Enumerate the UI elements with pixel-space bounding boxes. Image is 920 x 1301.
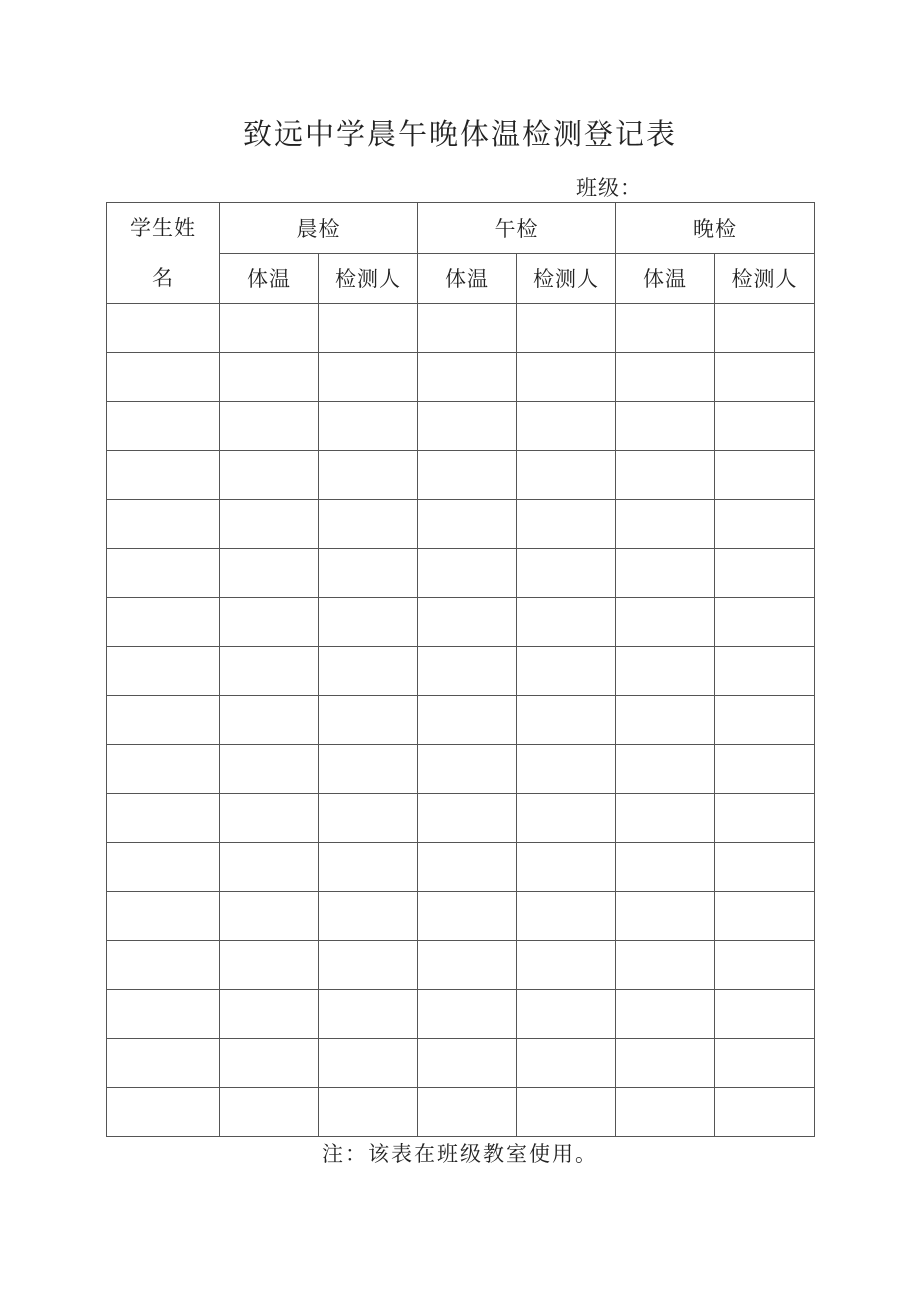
- noon-checker-cell[interactable]: [517, 843, 616, 892]
- table-row: [107, 990, 815, 1039]
- student-name-cell[interactable]: [107, 941, 220, 990]
- table-row: [107, 941, 815, 990]
- noon-temp-cell[interactable]: [418, 353, 517, 402]
- noon-temp-cell[interactable]: [418, 304, 517, 353]
- evening-checker-cell[interactable]: [715, 353, 815, 402]
- evening-checker-cell[interactable]: [715, 794, 815, 843]
- morning-temp-cell[interactable]: [220, 794, 319, 843]
- noon-checker-cell[interactable]: [517, 500, 616, 549]
- evening-temp-cell[interactable]: [616, 941, 715, 990]
- header-row-groups: [107, 203, 815, 254]
- student-name-cell[interactable]: [107, 794, 220, 843]
- morning-temp-cell[interactable]: [220, 647, 319, 696]
- student-name-cell[interactable]: [107, 304, 220, 353]
- morning-temp-cell[interactable]: [220, 500, 319, 549]
- evening-temp-cell[interactable]: [616, 451, 715, 500]
- noon-checker-cell[interactable]: [517, 1088, 616, 1137]
- class-label: 班级：: [576, 176, 642, 200]
- morning-checker-cell[interactable]: [319, 402, 418, 451]
- evening-checker-cell[interactable]: [715, 941, 815, 990]
- document-title: 致远中学晨午晚体温检测登记表: [242, 117, 677, 151]
- student-name-cell[interactable]: [107, 1088, 220, 1137]
- noon-checker-cell[interactable]: [517, 304, 616, 353]
- evening-checker-cell[interactable]: [715, 549, 815, 598]
- student-name-cell[interactable]: [107, 647, 220, 696]
- morning-checker-cell[interactable]: [319, 549, 418, 598]
- table-row: [107, 353, 815, 402]
- evening-temp-cell[interactable]: [616, 696, 715, 745]
- morning-checker-header: 检测人: [319, 253, 418, 304]
- student-name-header: [107, 203, 220, 304]
- noon-checker-cell[interactable]: [517, 402, 616, 451]
- evening-temp-cell[interactable]: [616, 647, 715, 696]
- morning-temp-cell[interactable]: [220, 598, 319, 647]
- morning-temp-cell[interactable]: [220, 1039, 319, 1088]
- usage-note: 注：该表在班级教室使用。: [322, 1142, 598, 1166]
- evening-checker-cell[interactable]: [715, 647, 815, 696]
- evening-temp-cell[interactable]: [616, 745, 715, 794]
- student-name-header-line2: 名: [152, 266, 174, 290]
- evening-temp-cell[interactable]: [616, 500, 715, 549]
- noon-temp-cell[interactable]: [418, 1088, 517, 1137]
- morning-checker-cell[interactable]: [319, 892, 418, 941]
- noon-temp-header: 体温: [418, 253, 517, 304]
- morning-temp-cell[interactable]: [220, 990, 319, 1039]
- morning-checker-cell[interactable]: [319, 451, 418, 500]
- evening-temp-cell[interactable]: [616, 549, 715, 598]
- evening-temp-cell[interactable]: [616, 892, 715, 941]
- noon-checker-cell[interactable]: [517, 1039, 616, 1088]
- evening-temp-cell[interactable]: [616, 1039, 715, 1088]
- student-name-cell[interactable]: [107, 549, 220, 598]
- evening-temp-cell[interactable]: [616, 843, 715, 892]
- student-name-cell[interactable]: [107, 745, 220, 794]
- student-name-cell[interactable]: [107, 451, 220, 500]
- noon-temp-cell[interactable]: [418, 549, 517, 598]
- noon-temp-cell[interactable]: [418, 500, 517, 549]
- student-name-cell[interactable]: [107, 1039, 220, 1088]
- table-row: [107, 696, 815, 745]
- morning-checker-cell[interactable]: [319, 500, 418, 549]
- noon-checker-cell[interactable]: [517, 598, 616, 647]
- noon-checker-cell[interactable]: [517, 647, 616, 696]
- evening-checker-cell[interactable]: [715, 304, 815, 353]
- noon-temp-cell[interactable]: [418, 598, 517, 647]
- evening-temp-cell[interactable]: [616, 990, 715, 1039]
- morning-checker-cell[interactable]: [319, 1039, 418, 1088]
- morning-temp-cell[interactable]: [220, 892, 319, 941]
- morning-checker-cell[interactable]: [319, 1088, 418, 1137]
- student-name-cell[interactable]: [107, 696, 220, 745]
- morning-temp-cell[interactable]: [220, 696, 319, 745]
- morning-temp-cell[interactable]: [220, 304, 319, 353]
- evening-temp-cell[interactable]: [616, 353, 715, 402]
- evening-temp-cell[interactable]: [616, 1088, 715, 1137]
- evening-temp-cell[interactable]: [616, 794, 715, 843]
- table-row: [107, 745, 815, 794]
- evening-checker-cell[interactable]: [715, 598, 815, 647]
- morning-temp-cell[interactable]: [220, 402, 319, 451]
- morning-checker-cell[interactable]: [319, 647, 418, 696]
- morning-checker-cell[interactable]: [319, 598, 418, 647]
- table-row: [107, 843, 815, 892]
- student-name-cell[interactable]: [107, 500, 220, 549]
- evening-checker-cell[interactable]: [715, 1088, 815, 1137]
- morning-temp-cell[interactable]: [220, 941, 319, 990]
- evening-checker-cell[interactable]: [715, 892, 815, 941]
- evening-temp-header: 体温: [616, 253, 715, 304]
- morning-checker-cell[interactable]: [319, 696, 418, 745]
- morning-checker-cell[interactable]: [319, 745, 418, 794]
- evening-temp-cell[interactable]: [616, 304, 715, 353]
- table-row: [107, 892, 815, 941]
- noon-checker-cell[interactable]: [517, 696, 616, 745]
- table-row: [107, 794, 815, 843]
- student-name-cell[interactable]: [107, 402, 220, 451]
- noon-checker-header: 检测人: [517, 253, 616, 304]
- noon-temp-cell[interactable]: [418, 843, 517, 892]
- morning-temp-header: 体温: [220, 253, 319, 304]
- group-header-morning: 晨检: [220, 203, 418, 254]
- morning-checker-cell[interactable]: [319, 353, 418, 402]
- noon-checker-cell[interactable]: [517, 549, 616, 598]
- morning-temp-cell[interactable]: [220, 1088, 319, 1137]
- table-row: [107, 500, 815, 549]
- noon-checker-cell[interactable]: [517, 941, 616, 990]
- noon-temp-cell[interactable]: [418, 402, 517, 451]
- evening-checker-cell[interactable]: [715, 451, 815, 500]
- noon-checker-cell[interactable]: [517, 990, 616, 1039]
- noon-temp-cell[interactable]: [418, 794, 517, 843]
- morning-temp-cell[interactable]: [220, 843, 319, 892]
- evening-temp-cell[interactable]: [616, 402, 715, 451]
- morning-temp-cell[interactable]: [220, 451, 319, 500]
- evening-checker-header: 检测人: [715, 253, 815, 304]
- table-row: [107, 304, 815, 353]
- noon-checker-cell[interactable]: [517, 745, 616, 794]
- morning-checker-cell[interactable]: [319, 843, 418, 892]
- noon-temp-cell[interactable]: [418, 451, 517, 500]
- noon-checker-cell[interactable]: [517, 353, 616, 402]
- student-name-cell[interactable]: [107, 892, 220, 941]
- student-name-cell[interactable]: [107, 843, 220, 892]
- table-row: [107, 1088, 815, 1137]
- table-row: [107, 451, 815, 500]
- noon-temp-cell[interactable]: [418, 745, 517, 794]
- noon-checker-cell[interactable]: [517, 794, 616, 843]
- student-name-cell[interactable]: [107, 598, 220, 647]
- student-name-cell[interactable]: [107, 990, 220, 1039]
- evening-checker-cell[interactable]: [715, 1039, 815, 1088]
- table-row: [107, 549, 815, 598]
- table-row: [107, 647, 815, 696]
- evening-checker-cell[interactable]: [715, 843, 815, 892]
- group-header-noon: 午检: [418, 203, 616, 254]
- evening-checker-cell[interactable]: [715, 500, 815, 549]
- noon-temp-cell[interactable]: [418, 1039, 517, 1088]
- evening-checker-cell[interactable]: [715, 745, 815, 794]
- table-row: [107, 402, 815, 451]
- noon-temp-cell[interactable]: [418, 941, 517, 990]
- noon-checker-cell[interactable]: [517, 451, 616, 500]
- noon-temp-cell[interactable]: [418, 647, 517, 696]
- evening-checker-cell[interactable]: [715, 402, 815, 451]
- table-row: [107, 1039, 815, 1088]
- evening-checker-cell[interactable]: [715, 990, 815, 1039]
- morning-checker-cell[interactable]: [319, 304, 418, 353]
- table-row: [107, 598, 815, 647]
- evening-checker-cell[interactable]: [715, 696, 815, 745]
- student-name-header-line1: 学生姓: [130, 216, 196, 240]
- student-name-cell[interactable]: [107, 353, 220, 402]
- noon-temp-cell[interactable]: [418, 990, 517, 1039]
- noon-temp-cell[interactable]: [418, 892, 517, 941]
- morning-checker-cell[interactable]: [319, 941, 418, 990]
- morning-checker-cell[interactable]: [319, 990, 418, 1039]
- morning-temp-cell[interactable]: [220, 745, 319, 794]
- evening-temp-cell[interactable]: [616, 598, 715, 647]
- temperature-table: [106, 202, 815, 1137]
- noon-checker-cell[interactable]: [517, 892, 616, 941]
- morning-temp-cell[interactable]: [220, 353, 319, 402]
- group-header-evening: 晚检: [616, 203, 815, 254]
- morning-temp-cell[interactable]: [220, 549, 319, 598]
- morning-checker-cell[interactable]: [319, 794, 418, 843]
- noon-temp-cell[interactable]: [418, 696, 517, 745]
